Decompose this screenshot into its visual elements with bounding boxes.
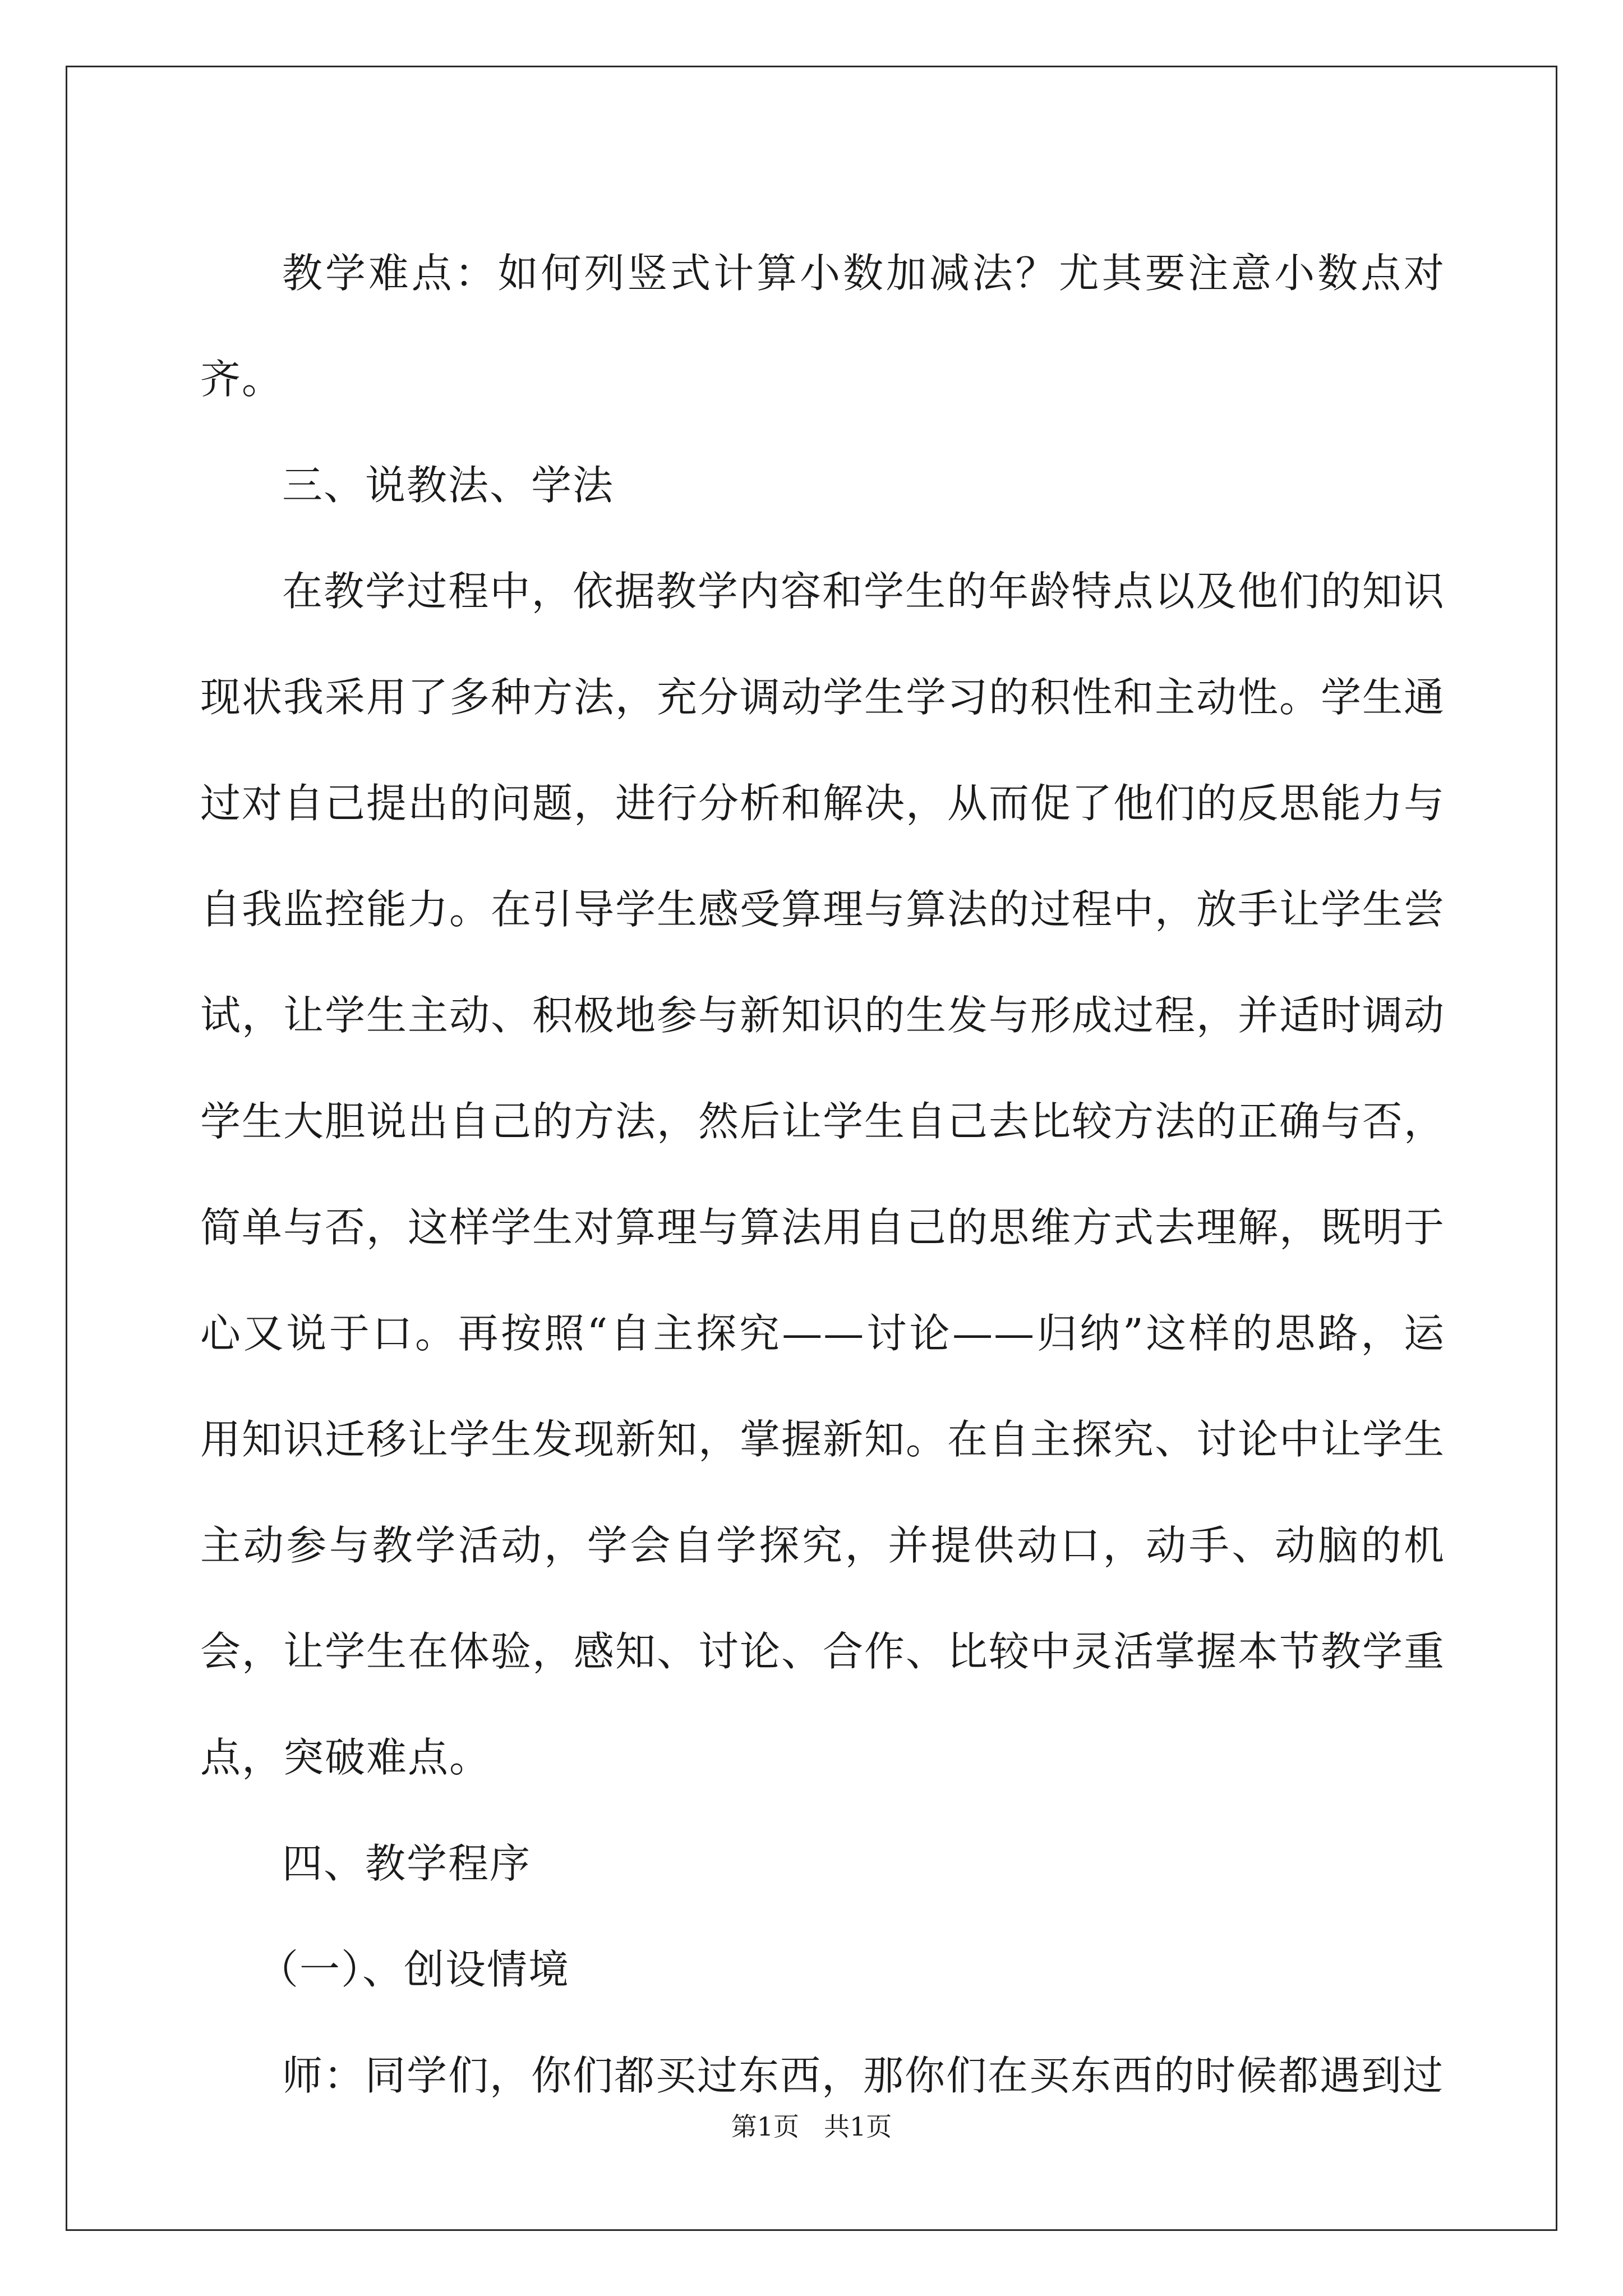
heading-teaching-procedure: 四、教学程序 xyxy=(282,1840,532,1887)
page-footer xyxy=(0,2110,1623,2143)
heading-teaching-methods: 三、说教法、学法 xyxy=(282,462,615,509)
page-number-current: 第1页 xyxy=(731,2111,799,2142)
paragraph-teacher-dialogue: 师：同学们，你们都买过东西，那你们在买东西的时候都遇到过 xyxy=(282,2052,1445,2099)
document-body xyxy=(200,220,1445,2129)
paragraph-teaching-difficulty: 教学难点：如何列竖式计算小数加减法？尤其要注意小数点对齐。 xyxy=(200,250,1445,403)
page-number-total: 共1页 xyxy=(824,2111,892,2142)
paragraph-teaching-methods: 在教学过程中，依据教学内容和学生的年龄特点以及他们的知识现状我采用了多种方法，充分调动学生学习的积性和主动性。学生通过对自己提出的问题，进行分析和解决，从而促了他们的反思能力与自我监控能力。在引导学生感受算理与算法的过程中，放手让学生尝试，让学生主动、积极地参与新知识的生发与形成过程，并适时调动学生大胆说出自己的方法，然后让学生自己去比较方法的正确与否，简单与否，这样学生对算理与算法用自己的思维方式去理解，既明于心又说于口。再按照“自主探究——讨论——归纳”这样的思路，运用知识迁移让学生发现新知，掌握新知。在自主探究、讨论中让学生主动参与教学活动，学会自学探究，并提供动口，动手、动脑的机会，让学生在体验，感知、讨论、合作、比较中灵活掌握本节教学重点，突破难点。 xyxy=(200,568,1446,1781)
heading-create-scenario: （一）、创设情境 xyxy=(258,1946,570,1993)
